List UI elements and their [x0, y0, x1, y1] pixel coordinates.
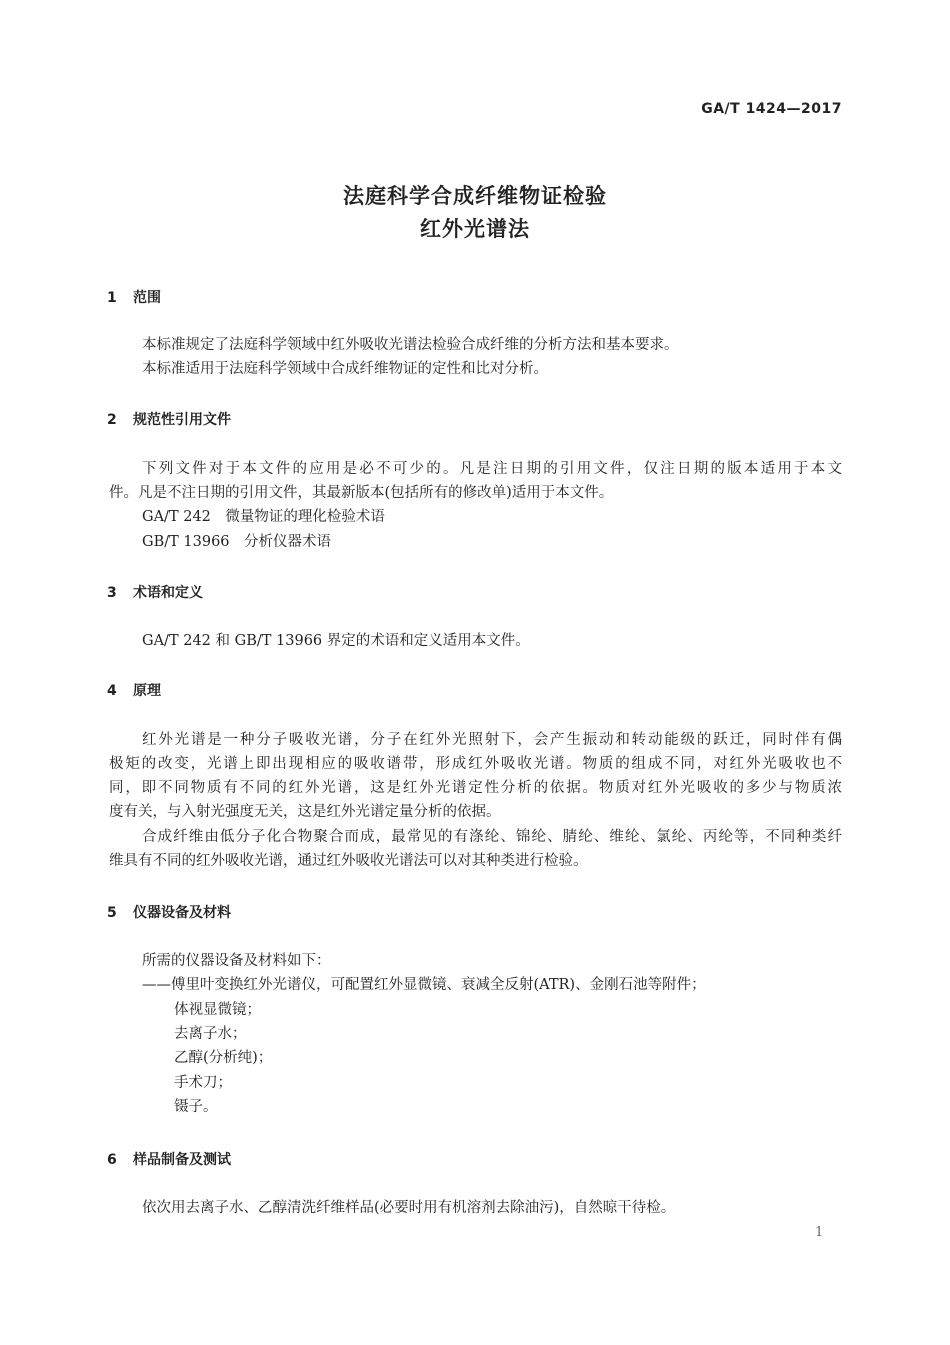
section-number: 1 — [107, 290, 117, 306]
paragraph-line: 红外光谱是一种分子吸收光谱，分子在红外光照射下，会产生振动和转动能级的跃迁，同时伴有偶 — [142, 732, 842, 748]
section-heading-5 — [107, 902, 231, 922]
paragraph-line: 极矩的改变，光谱上即出现相应的吸收谱带，形成红外吸收光谱。物质的组成不同，对红外光吸收也不 — [109, 756, 842, 772]
section-heading-3 — [107, 582, 203, 602]
paragraph-line: 同，即不同物质有不同的红外光谱，这是红外光谱定性分析的依据。物质对红外光吸收的多少与物质浓 — [109, 780, 842, 796]
section-title: 仪器设备及材料 — [133, 905, 231, 921]
section-number: 2 — [107, 412, 117, 428]
section-title: 范围 — [133, 290, 161, 306]
paragraph-line: 合成纤维由低分子化合物聚合而成，最常见的有涤纶、锦纶、腈纶、维纶、氯纶、丙纶等，不同种类纤 — [142, 829, 842, 845]
list-item: 手术刀； — [174, 1075, 232, 1091]
section-number: 5 — [107, 905, 117, 921]
page-number: 1 — [815, 1225, 824, 1240]
section-number: 4 — [107, 683, 117, 699]
paragraph-line: 下列文件对于本文件的应用是必不可少的。凡是注日期的引用文件，仅注日期的版本适用于本文 — [142, 461, 842, 477]
section-title: 样品制备及测试 — [133, 1152, 231, 1168]
section-title: 术语和定义 — [133, 585, 203, 601]
paragraph-line: 维具有不同的红外吸收光谱，通过红外吸收光谱法可以对其种类进行检验。 — [109, 853, 588, 869]
paragraph-line: 本标准规定了法庭科学领域中红外吸收光谱法检验合成纤维的分析方法和基本要求。 — [142, 337, 679, 353]
section-title: 原理 — [133, 683, 161, 699]
section-heading-6 — [107, 1149, 231, 1169]
section-number: 6 — [107, 1152, 117, 1168]
section-heading-2 — [107, 409, 231, 429]
paragraph-line: 依次用去离子水、乙醇清洗纤维样品(必要时用有机溶剂去除油污)，自然晾干待检。 — [142, 1200, 676, 1216]
reference-item: GA/T 242 微量物证的理化检验术语 — [142, 509, 385, 525]
paragraph-line: 本标准适用于法庭科学领域中合成纤维物证的定性和比对分析。 — [142, 361, 548, 377]
section-number: 3 — [107, 585, 117, 601]
paragraph-line: 件。凡是不注日期的引用文件，其最新版本(包括所有的修改单)适用于本文件。 — [109, 485, 614, 501]
list-item: ——傅里叶变换红外光谱仪，可配置红外显微镜、衰减全反射(ATR)、金刚石池等附件； — [142, 977, 706, 993]
standard-code: GA/T 1424—2017 — [701, 101, 842, 117]
document-title: 法庭科学合成纤维物证检验 — [343, 184, 607, 208]
paragraph-line: GA/T 242 和 GB/T 13966 界定的术语和定义适用本文件。 — [142, 633, 530, 649]
reference-item: GB/T 13966 分析仪器术语 — [142, 534, 332, 550]
paragraph-line: 度有关，与入射光强度无关，这是红外光谱定量分析的依据。 — [109, 804, 501, 820]
paragraph-line: 所需的仪器设备及材料如下： — [142, 953, 331, 969]
list-item: 去离子水； — [174, 1026, 247, 1042]
document-subtitle: 红外光谱法 — [420, 217, 530, 241]
list-item: 乙醇(分析纯)； — [174, 1050, 273, 1066]
list-item: 体视显微镜； — [174, 1002, 261, 1018]
section-title: 规范性引用文件 — [133, 412, 231, 428]
list-item: 镊子。 — [174, 1099, 218, 1115]
section-heading-4 — [107, 680, 161, 700]
section-heading-1 — [107, 287, 161, 307]
